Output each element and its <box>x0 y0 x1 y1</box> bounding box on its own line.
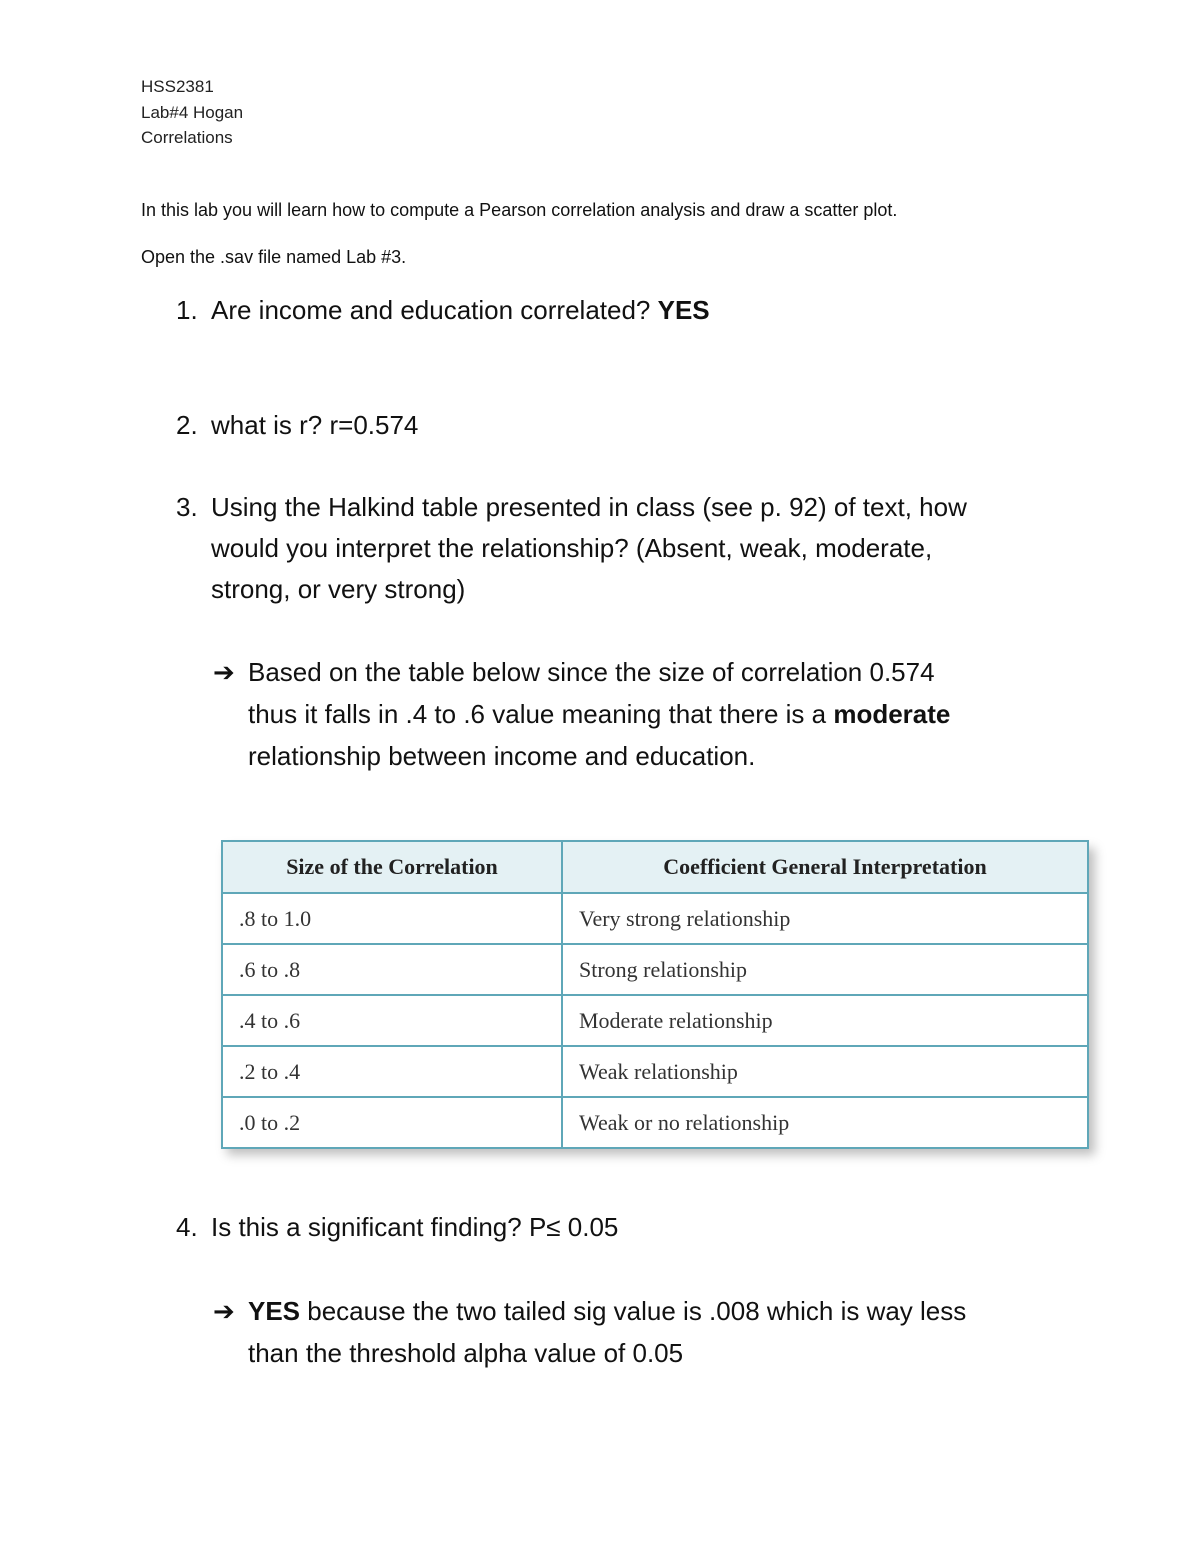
question-number: 1. <box>176 295 198 325</box>
answer-text: YES because the two tailed sig value is .008 which is way less than the threshold alpha value of 0.05 <box>248 1296 967 1368</box>
arrow-right-icon: ➔ <box>213 1296 235 1326</box>
table-row <box>222 893 1088 944</box>
course-code: HSS2381 <box>141 77 214 96</box>
correlation-table <box>221 840 1089 1147</box>
question-text: Is this a significant finding? P≤ 0.05 <box>211 1212 619 1242</box>
table-cell-interpretation: Very strong relationship <box>562 893 1088 944</box>
table-cell-size: .2 to .4 <box>222 1046 562 1097</box>
table-row <box>222 1046 1088 1097</box>
table-cell-interpretation: Weak relationship <box>562 1046 1088 1097</box>
question-number: 2. <box>176 410 198 440</box>
answer-emphasis: YES <box>248 1296 301 1326</box>
lab-topic: Correlations <box>141 128 233 147</box>
table-cell-size: .8 to 1.0 <box>222 893 562 944</box>
answer-3 <box>213 651 1053 781</box>
question-text: Are income and education correlated? YES <box>211 295 710 325</box>
arrow-right-icon: ➔ <box>213 657 235 687</box>
intro-text: In this lab you will learn how to compute a Pearson correlation analysis and draw a scatter plot. <box>141 200 898 220</box>
table-header-interpretation: Coefficient General Interpretation <box>562 841 1088 893</box>
table-cell-interpretation: Strong relationship <box>562 944 1088 995</box>
table-cell-size: .0 to .2 <box>222 1097 562 1148</box>
table-header-size: Size of the Correlation <box>222 841 562 893</box>
table-header-row <box>222 841 1088 893</box>
halkind-table <box>221 840 1089 1149</box>
table-cell-size: .6 to .8 <box>222 944 562 995</box>
table-cell-size: .4 to .6 <box>222 995 562 1046</box>
answer-emphasis: moderate <box>833 699 951 729</box>
table-row <box>222 995 1088 1046</box>
question-text: Using the Halkind table presented in class (see p. 92) of text, how would you interpret the relationship? (Absent, weak, moderate, strong, or very strong) <box>211 492 967 604</box>
question-1-answer: YES <box>657 295 710 325</box>
lab-title: Lab#4 Hogan <box>141 103 244 122</box>
question-number: 4. <box>176 1212 198 1242</box>
answer-text: Based on the table below since the size of correlation 0.574 thus it falls in .4 to .6 value meaning that there is a moderate relationship between income and education. <box>248 657 951 771</box>
table-row <box>222 944 1088 995</box>
table-cell-interpretation: Weak or no relationship <box>562 1097 1088 1148</box>
answer-4 <box>213 1290 1053 1380</box>
question-text: what is r? r=0.574 <box>211 410 419 440</box>
question-number: 3. <box>176 492 198 522</box>
table-cell-interpretation: Moderate relationship <box>562 995 1088 1046</box>
table-row <box>222 1097 1088 1148</box>
question-3 <box>176 487 1076 617</box>
intro-instruction: Open the .sav file named Lab #3. <box>141 247 407 267</box>
